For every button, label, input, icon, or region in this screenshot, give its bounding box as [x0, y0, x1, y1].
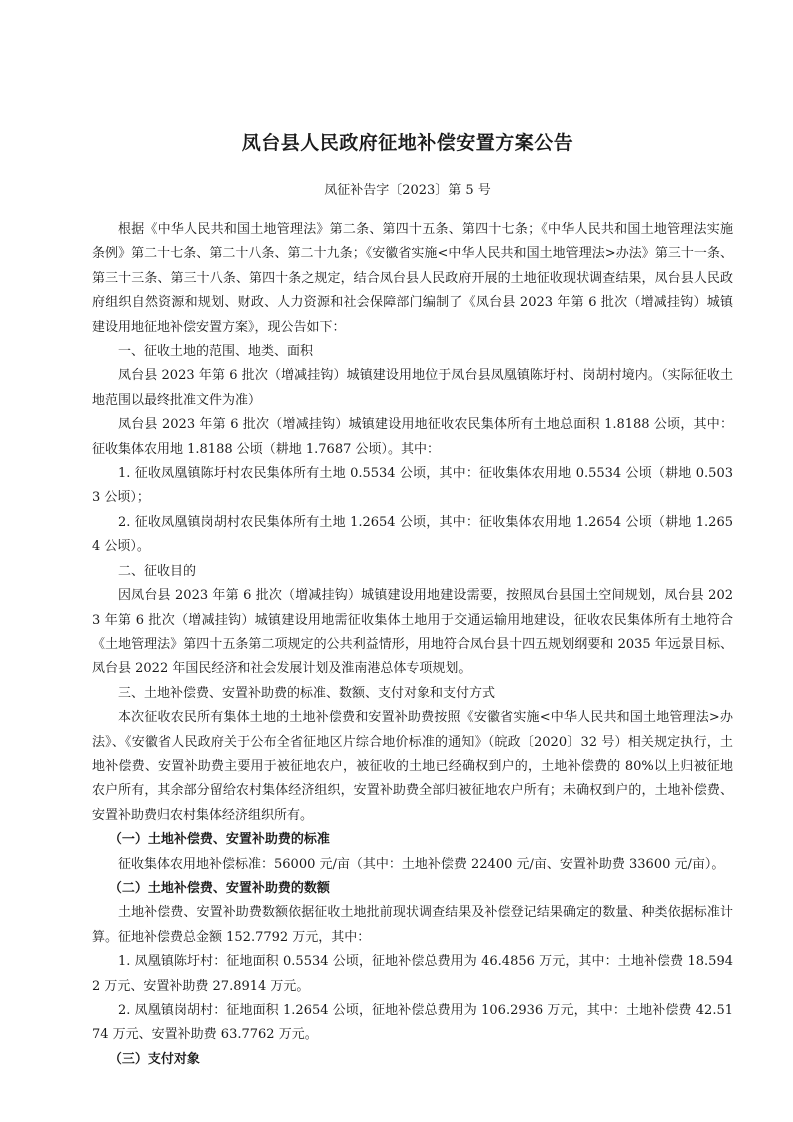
- paragraph: 征收集体农用地补偿标准：56000 元/亩（其中：土地补偿费 22400 元/亩、安置补助费 33600 元/亩）。: [118, 856, 725, 872]
- subsection-heading: （三）支付对象: [108, 1051, 200, 1067]
- paragraph: 因凤台县 2023 年第 6 批次（增减挂钩）城镇建设用地建设需要，按照凤台县国土空间规划，凤台县 2023 年第 6 批次（增减挂钩）城镇建设用地需征收集体土地用于交通运输用地建设，征收农民集体所有土地符合《土地管理法》第四十五条第二项规定的公共利益情形，用地符合凤台县十四五规划纲要和 2035 年远景目标、凤台县 2022 年国民经济和社会发展计划及淮南港总体专项规划。: [92, 588, 733, 677]
- paragraph: 1. 凤凰镇陈圩村：征地面积 0.5534 公顷，征地补偿总费用为 46.4856 万元，其中：土地补偿费 18.5942 万元、安置补助费 27.8914 万元。: [92, 954, 733, 994]
- document-number: 凤征补告字〔2023〕第 5 号: [324, 183, 491, 198]
- paragraph: 1. 征收凤凰镇陈圩村农民集体所有土地 0.5534 公顷，其中：征收集体农用地 0.5534 公顷（耕地 0.5033 公顷）；: [92, 466, 733, 506]
- paragraph: 凤台县 2023 年第 6 批次（增减挂钩）城镇建设用地位于凤台县凤凰镇陈圩村、岗胡村境内。（实际征收土地范围以最终批准文件为准）: [92, 368, 733, 408]
- section-heading: 二、征收目的: [118, 563, 197, 579]
- document-title: 凤台县人民政府征地补偿安置方案公告: [241, 132, 574, 154]
- subsection-heading: （一）土地补偿费、安置补助费的标准: [108, 832, 330, 848]
- paragraph: 凤台县 2023 年第 6 批次（增减挂钩）城镇建设用地征收农民集体所有土地总面积 1.8188 公顷，其中：征收集体农用地 1.8188 公顷（耕地 1.7687 公顷）。其中：: [92, 417, 733, 457]
- paragraph: 根据《中华人民共和国土地管理法》第二条、第四十五条、第四十七条；《中华人民共和国土地管理法实施条例》第二十七条、第二十八条、第二十九条；《安徽省实施<中华人民共和国土地管理法>办法》第三十一条、第三十三条、第三十八条、第四十条之规定，结合凤台县人民政府开展的土地征收现状调查结果，凤台县人民政府组织自然资源和规划、财政、人力资源和社会保障部门编制了《凤台县 2023 年第 6 批次（增减挂钩）城镇建设用地征地补偿安置方案》，现公告如下：: [92, 222, 733, 335]
- paragraph: 土地补偿费、安置补助费数额依据征收土地批前现状调查结果及补偿登记结果确定的数量、种类依据标准计算。征地补偿费总金额 152.7792 万元，其中：: [92, 905, 733, 945]
- section-heading: 一、征收土地的范围、地类、面积: [118, 344, 314, 360]
- subsection-heading: （二）土地补偿费、安置补助费的数额: [108, 880, 330, 896]
- paragraph: 2. 征收凤凰镇岗胡村农民集体所有土地 1.2654 公顷，其中：征收集体农用地 1.2654 公顷（耕地 1.2654 公顷）。: [92, 514, 733, 555]
- section-heading: 三、土地补偿费、安置补助费的标准、数额、支付对象和支付方式: [118, 685, 496, 701]
- paragraph: 2. 凤凰镇岗胡村：征地面积 1.2654 公顷，征地补偿总费用为 106.2936 万元，其中：土地补偿费 42.5174 万元、安置补助费 63.7762 万元。: [92, 1003, 733, 1043]
- paragraph: 本次征收农民所有集体土地的土地补偿费和安置补助费按照《安徽省实施<中华人民共和国土地管理法>办法》、《安徽省人民政府关于公布全省征地区片综合地价标准的通知》（皖政〔2020〕32 号）相关规定执行，土地补偿费、安置补助费主要用于被征地农户，被征收的土地已经确权到户的，土地补偿费的 80%以上归被征地农户所有，其余部分留给农村集体经济组织，安置补助费全部归被征地农户所有；未确权到户的，土地补偿费、安置补助费归农村集体经济组织所有。: [92, 710, 733, 823]
- document-body: [92, 218, 733, 1072]
